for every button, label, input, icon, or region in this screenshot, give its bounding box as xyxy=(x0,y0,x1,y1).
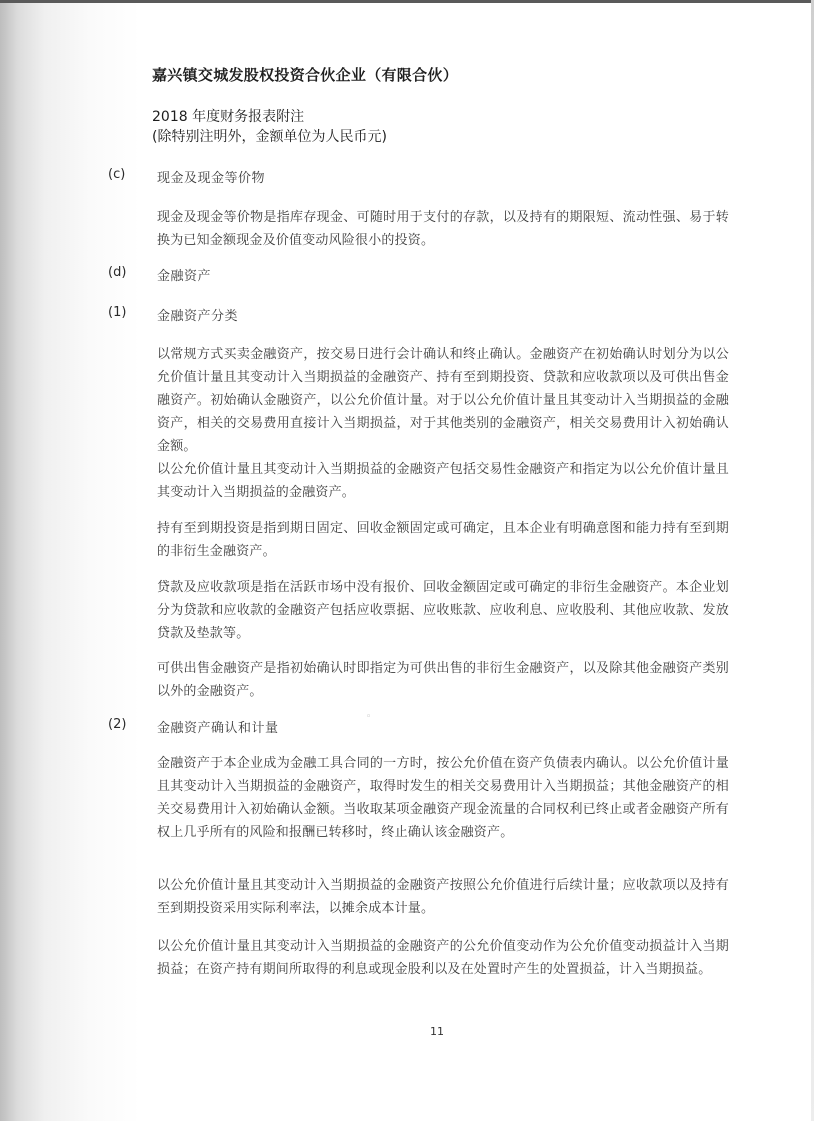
paragraph-classification-1: 以常规方式买卖金融资产，按交易日进行会计确认和终止确认。金融资产在初始确认时划分为以公允价值计量且其变动计入当期损益的金融资产、持有至到期投资、贷款和应收款项以及可供出售金融资产。初始确认金融资产，以公允价值计量。对于以公允价值计量且其变动计入当期损益的金融资产，相关的交易费用直接计入当期损益，对于其他类别的金融资产，相关交易费用计入初始确认金额。 xyxy=(157,347,729,454)
section-marker-d: (d) xyxy=(108,265,127,280)
paragraph-recognition-2: 以公允价值计量且其变动计入当期损益的金融资产按照公允价值进行后续计量；应收款项以及持有至到期投资采用实际利率法，以摊余成本计量。 xyxy=(157,878,729,916)
section-title-recognition: 金融资产确认和计量 xyxy=(157,721,279,736)
page-number: 11 xyxy=(430,1025,444,1038)
company-name: 嘉兴镇交城发股权投资合伙企业（有限合伙） xyxy=(152,66,459,84)
section-marker-1: (1) xyxy=(108,305,127,320)
paragraph-cash: 现金及现金等价物是指库存现金、可随时用于支付的存款，以及持有的期限短、流动性强、易于转换为已知金额现金及价值变动风险很小的投资。 xyxy=(157,210,729,248)
paragraph-classification-2: 以公允价值计量且其变动计入当期损益的金融资产包括交易性金融资产和指定为以公允价值计量且其变动计入当期损益的金融资产。 xyxy=(157,462,729,500)
section-title-cash: 现金及现金等价物 xyxy=(157,171,266,186)
paragraph-classification-3: 持有至到期投资是指到期日固定、回收金额固定或可确定，且本企业有明确意图和能力持有至到期的非衍生金融资产。 xyxy=(157,521,729,559)
section-marker-c: (c) xyxy=(108,167,126,182)
section-title-financial-assets: 金融资产 xyxy=(157,269,212,284)
unit-note: (除特别注明外，金额单位为人民币元) xyxy=(152,129,387,145)
paragraph-classification-5: 可供出售金融资产是指初始确认时即指定为可供出售的非衍生金融资产，以及除其他金融资产类别以外的金融资产。 xyxy=(157,661,729,699)
paragraph-recognition-1: 金融资产于本企业成为金融工具合同的一方时，按公允价值在资产负债表内确认。以公允价值计量且其变动计入当期损益的金融资产，取得时发生的相关交易费用计入当期损益；其他金融资产的相关交易费用计入初始确认金额。当收取某项金融资产现金流量的合同权利已终止或者金融资产所有权上几乎所有的风险和报酬已转移时，终止确认该金融资产。 xyxy=(157,756,729,840)
section-title-classification: 金融资产分类 xyxy=(157,309,239,324)
scan-smudge-mark: ◦ xyxy=(366,712,372,722)
report-title: 2018 年度财务报表附注 xyxy=(152,109,305,125)
paragraph-classification-4: 贷款及应收款项是指在活跃市场中没有报价、回收金额固定或可确定的非衍生金融资产。本企业划分为贷款和应收款的金融资产包括应收票据、应收账款、应收利息、应收股利、其他应收款、发放贷款及垫款等。 xyxy=(157,580,729,641)
paragraph-recognition-3: 以公允价值计量且其变动计入当期损益的金融资产的公允价值变动作为公允价值变动损益计入当期损益；在资产持有期间所取得的利息或现金股利以及在处置时产生的处置损益，计入当期损益。 xyxy=(157,939,729,977)
scan-top-edge xyxy=(0,0,814,3)
section-marker-2: (2) xyxy=(108,717,127,732)
